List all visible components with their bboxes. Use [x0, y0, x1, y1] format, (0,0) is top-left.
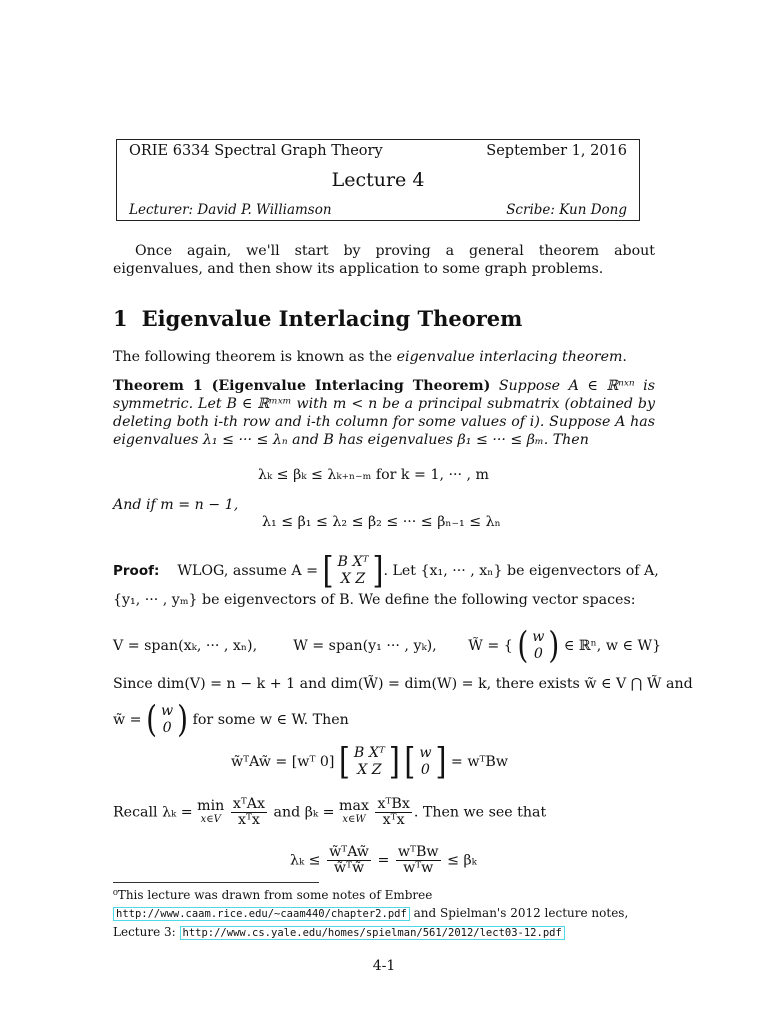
min-label: min [197, 797, 225, 814]
theorem-heading: Theorem 1 (Eigenvalue Interlacing Theorem) [113, 378, 491, 394]
quadratic-form-equation [231, 739, 508, 783]
lecture-date: September 1, 2016 [486, 143, 627, 159]
frac2-denominator: xᵀx [382, 812, 405, 828]
section-title-text: Eigenvalue Interlacing Theorem [141, 306, 523, 331]
max-operator [339, 799, 369, 827]
theorem-body: Suppose A ∈ ℝⁿˣⁿ is symmetric. Let B ∈ ℝᵐˣᵐ with m < n be a principal submatrix (obtained by deleting both i-th row and i-th column for some values of i). Suppose A has eigenvalues λ₁ ≤ ··· ≤ λₙ and B has eigenvalues β₁ ≤ ··· ≤ βₘ. Then [113, 378, 655, 448]
matrix-row-2: X Z [340, 571, 366, 587]
theorem-statement [113, 377, 655, 449]
vector-spaces-line [113, 623, 662, 667]
eq3-left: w̃ᵀAw̃ = [wᵀ 0] [231, 754, 335, 770]
vector-zero-entry: 0 [533, 646, 543, 662]
embree-notes-link[interactable]: http://www.caam.rice.edu/~caam440/chapter2.pdf [113, 907, 410, 921]
block-matrix-A-2: [ B Xᵀ X Z ] [338, 739, 400, 783]
eq4-num2: wᵀBw [397, 844, 439, 860]
eq4-left: λₖ ≤ [290, 852, 321, 869]
vector-w0-3: [ w 0 ] [404, 739, 447, 783]
eq4-den1: w̃ᵀw̃ [333, 860, 365, 876]
spielman-notes-link[interactable]: http://www.cs.yale.edu/homes/spielman/561/2012/lect03-12.pdf [180, 926, 565, 940]
vector-zero-entry-2: 0 [162, 720, 172, 736]
footnote-text-1: ⁰This lecture was drawn from some notes of Embree [113, 888, 433, 902]
known-italic: eigenvalue interlacing theorem [396, 349, 623, 365]
matrix-row-1: B Xᵀ [337, 554, 369, 570]
page-number: 4-1 [372, 958, 396, 974]
vector-w-entry-2: w [161, 703, 174, 719]
frac2-numerator: xᵀBx [377, 796, 410, 812]
intro-paragraph: Once again, we'll start by proving a general theorem about eigenvalues, and then show its application to some graph problems. [113, 243, 655, 277]
scribe-name: Scribe: Kun Dong [506, 202, 627, 218]
section-number: 1 [113, 306, 128, 331]
eq4-frac1 [327, 845, 371, 876]
footnote [113, 886, 657, 942]
vector-w-entry: w [532, 629, 545, 645]
eq3-right: = wᵀBw [450, 754, 508, 770]
block-matrix-A: [ B Xᵀ X Z ] [322, 548, 384, 592]
rayleigh-quotient-A [231, 797, 267, 828]
proof-assume: WLOG, assume A = [177, 563, 319, 579]
frac1-denominator: xᵀx [237, 812, 260, 828]
min-subscript: x∈V [200, 813, 221, 825]
eq4-frac2 [396, 845, 441, 876]
footnote-rule [113, 882, 319, 883]
space-v: V = span(xₖ, ··· , xₙ), [113, 638, 258, 654]
max-subscript: x∈W [342, 813, 366, 825]
max-label: max [339, 797, 369, 814]
theorem-intro-line [113, 348, 655, 366]
final-inequality [290, 845, 477, 876]
lecture-number: Lecture 4 [331, 169, 425, 191]
vector-zero-entry-3: 0 [420, 762, 430, 778]
matrix2-row-2: X Z [357, 762, 382, 778]
eq4-num1: w̃ᵀAw̃ [329, 844, 369, 860]
interlacing-inequality: λₖ ≤ βₖ ≤ λₖ₊ₙ₋ₘ for k = 1, ··· , m [258, 467, 489, 483]
recall-lambda: Recall λₖ = [113, 804, 193, 821]
min-operator [197, 799, 224, 827]
space-wtilde-open: W̃ = { [468, 638, 513, 654]
proof-label: Proof: [113, 563, 160, 579]
eq4-den2: wᵀw [403, 860, 434, 876]
known-prefix: The following theorem is known as the [113, 349, 397, 365]
interlacing-chain: λ₁ ≤ β₁ ≤ λ₂ ≤ β₂ ≤ ··· ≤ βₙ₋₁ ≤ λₙ [262, 514, 501, 530]
vector-w0: ( w 0 ) [517, 623, 560, 667]
space-w: W = span(y₁ ··· , yₖ), [293, 638, 437, 654]
recall-beta: and βₖ = [273, 804, 335, 821]
section-heading [113, 306, 522, 331]
vector-w0-2: ( w 0 ) [146, 697, 189, 741]
proof-line-2: {y₁, ··· , yₘ} be eigenvectors of B. We define the following vector spaces: [113, 592, 636, 608]
since-line: Since dim(V) = n − k + 1 and dim(W̃) = dim(W) = k, there exists w̃ ∈ V ⋂ W̃ and [113, 676, 693, 692]
lecture-header-box [116, 139, 640, 221]
course-title: ORIE 6334 Spectral Graph Theory [129, 143, 383, 159]
space-wtilde-close: ∈ ℝⁿ, w ∈ W} [563, 638, 662, 654]
lecturer-name: Lecturer: David P. Williamson [129, 202, 332, 218]
for-some-w: for some w ∈ W. Then [192, 712, 349, 728]
known-suffix: . [622, 349, 627, 365]
eq4-equals: = [377, 852, 390, 869]
recall-line [113, 797, 546, 828]
recall-end: . Then we see that [413, 804, 547, 821]
eq4-right: ≤ βₖ [447, 852, 477, 869]
frac1-numerator: xᵀAx [232, 796, 266, 812]
matrix2-row-1: B Xᵀ [353, 745, 385, 761]
and-if-line: And if m = n − 1, [113, 497, 239, 513]
vector-w-entry-3: w [419, 745, 432, 761]
wtilde-def: w̃ = [113, 712, 142, 728]
footnote-text-2: and Spielman's 2012 lecture notes, Lecture 3: [113, 906, 629, 939]
proof-line-1 [113, 548, 659, 592]
since-line-2 [113, 697, 349, 741]
proof-eigenvectors-A: . Let {x₁, ··· , xₙ} be eigenvectors of A, [383, 563, 659, 579]
rayleigh-quotient-B [375, 797, 411, 828]
